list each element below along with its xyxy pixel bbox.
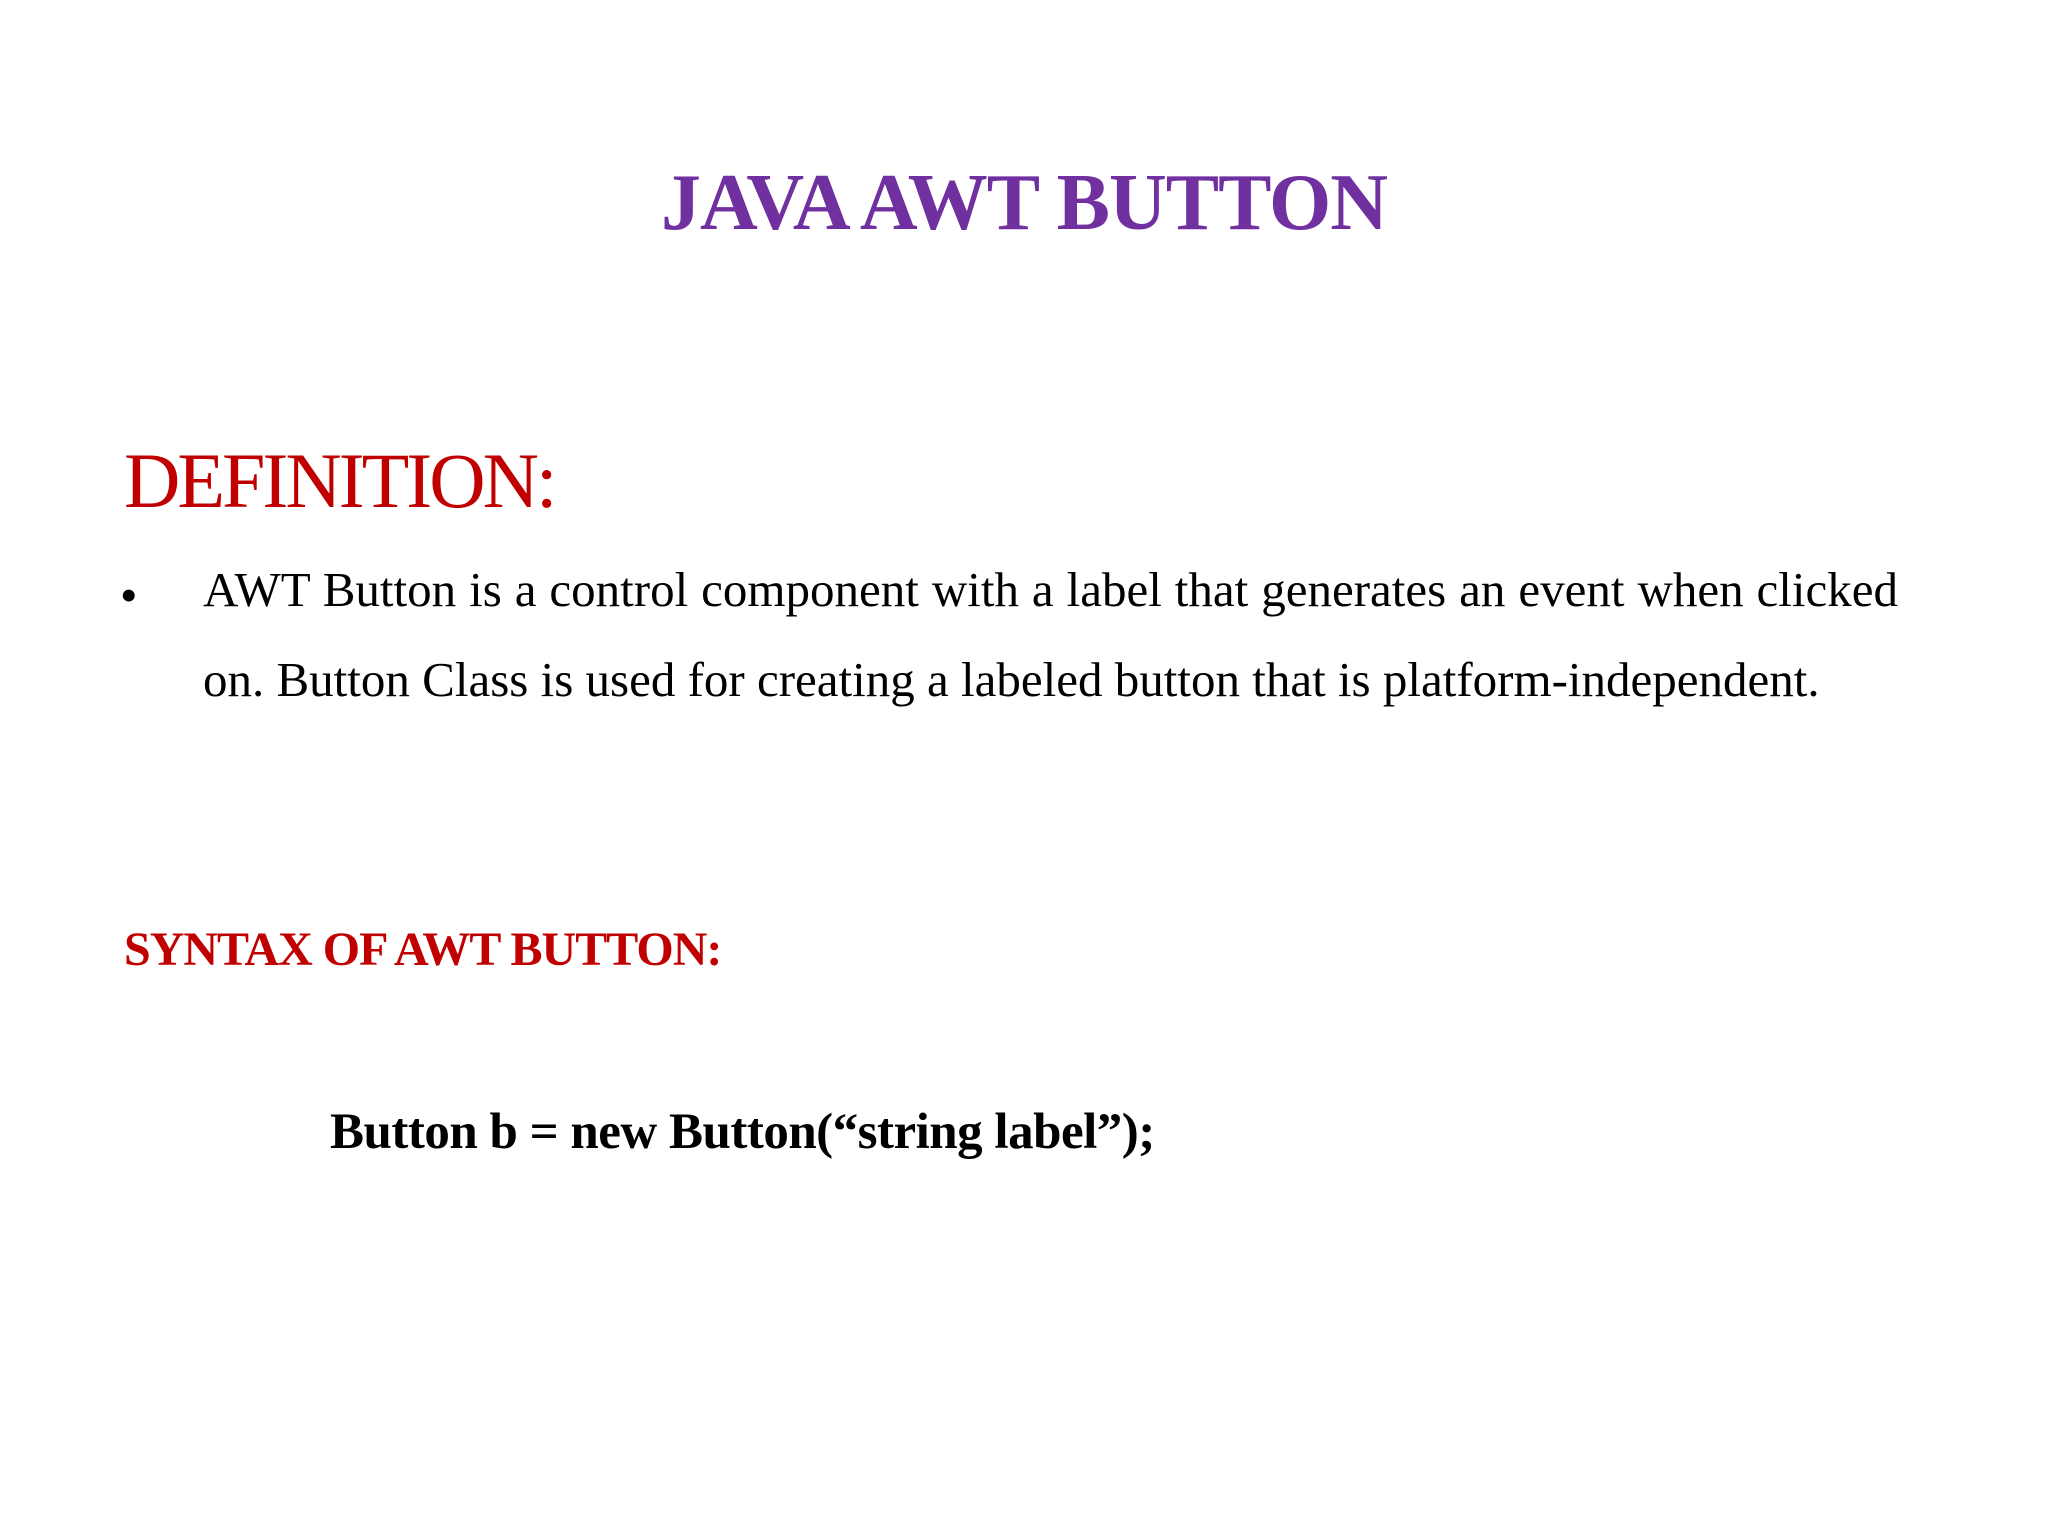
slide-title: JAVA AWT BUTTON <box>660 159 1388 247</box>
syntax-code: Button b = new Button(“string label”); <box>330 1104 1155 1160</box>
syntax-heading: SYNTAX OF AWT BUTTON: <box>124 923 722 976</box>
bullet-icon: • <box>120 567 138 623</box>
definition-text: AWT Button is a control component with a label that generates an event when clicked on. Button Class is used for creating a labeled button that is platform-independent. <box>203 562 1898 707</box>
definition-heading: DEFINITION: <box>124 437 555 524</box>
